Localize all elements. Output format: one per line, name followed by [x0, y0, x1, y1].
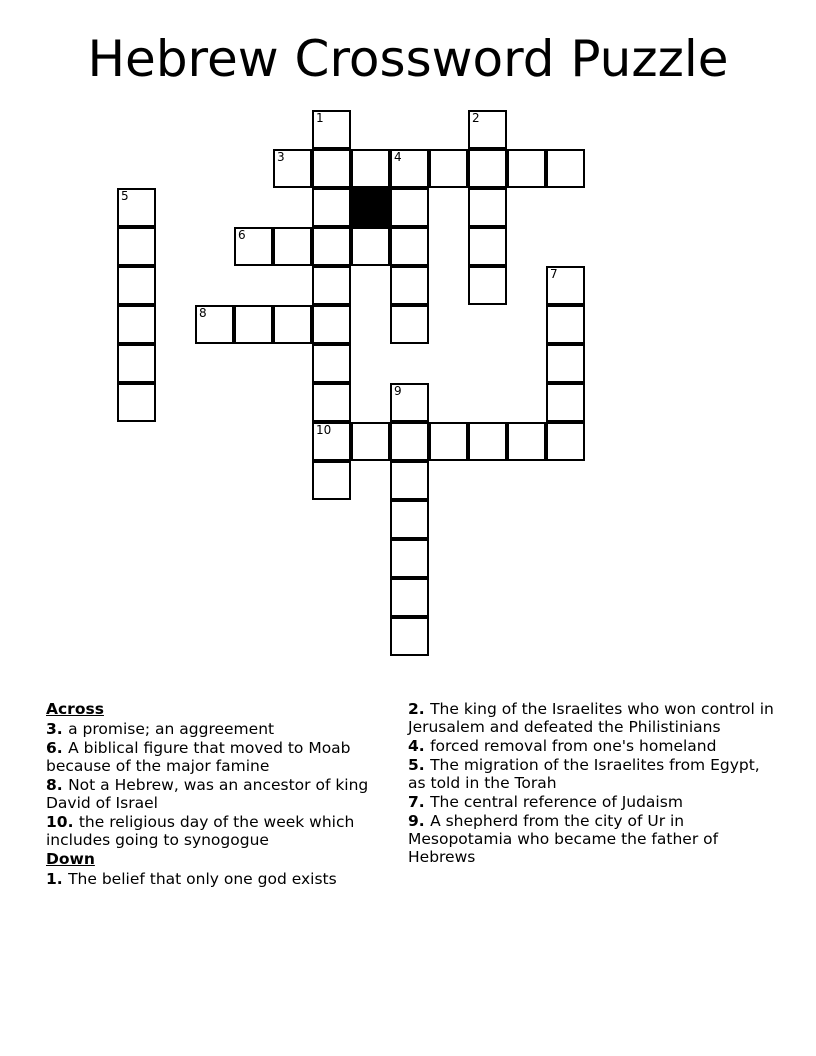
across-clue-list	[46, 720, 391, 849]
grid-cell[interactable]	[546, 422, 585, 461]
grid-cell[interactable]	[546, 383, 585, 422]
cell-number-1: 1	[316, 111, 324, 125]
clues-column-right	[408, 700, 778, 867]
clue-number: 7.	[408, 793, 431, 811]
clue-number: 5.	[408, 756, 431, 774]
grid-cell[interactable]	[312, 149, 351, 188]
grid-cell[interactable]	[117, 305, 156, 344]
grid-cell[interactable]	[117, 227, 156, 266]
clue-text: The central reference of Judaism	[430, 793, 683, 811]
clue-text: The migration of the Israelites from Egypt, as told in the Torah	[408, 756, 760, 792]
grid-cell[interactable]	[468, 149, 507, 188]
grid-cell[interactable]	[468, 110, 507, 149]
down-clue-2	[408, 700, 778, 736]
grid-cell[interactable]	[312, 383, 351, 422]
grid-cell[interactable]	[429, 149, 468, 188]
grid-cell[interactable]	[390, 383, 429, 422]
clue-text: The king of the Israelites who won control in Jerusalem and defeated the Philistinians	[408, 700, 774, 736]
grid-cell[interactable]	[312, 188, 351, 227]
grid-cell[interactable]	[312, 110, 351, 149]
grid-cell[interactable]	[390, 149, 429, 188]
cell-number-9: 9	[394, 384, 402, 398]
down-clue-5	[408, 756, 778, 792]
grid-cell[interactable]	[507, 149, 546, 188]
grid-cell[interactable]	[390, 188, 429, 227]
down-heading: Down	[46, 850, 95, 868]
clue-text: a promise; an aggreement	[68, 720, 275, 738]
across-clue-8	[46, 776, 391, 812]
clue-text: A biblical figure that moved to Moab because of the major famine	[46, 739, 351, 775]
across-heading: Across	[46, 700, 104, 718]
grid-cell[interactable]	[312, 344, 351, 383]
grid-cell[interactable]	[117, 188, 156, 227]
clue-number: 4.	[408, 737, 431, 755]
grid-cell[interactable]	[351, 149, 390, 188]
clue-text: The belief that only one god exists	[68, 870, 337, 888]
grid-cell[interactable]	[312, 305, 351, 344]
clues-column-left	[46, 700, 391, 889]
clue-text: forced removal from one's homeland	[430, 737, 717, 755]
grid-cell[interactable]	[468, 188, 507, 227]
clue-text: A shepherd from the city of Ur in Mesopotamia who became the father of Hebrews	[408, 812, 719, 866]
down-clue-1	[46, 870, 391, 888]
clue-number: 9.	[408, 812, 431, 830]
cell-number-8: 8	[199, 306, 207, 320]
down-clue-7	[408, 793, 778, 811]
across-clue-3	[46, 720, 391, 738]
grid-cell[interactable]	[390, 461, 429, 500]
grid-cell[interactable]	[390, 500, 429, 539]
grid-cell[interactable]	[273, 149, 312, 188]
down-clue-4	[408, 737, 778, 755]
cell-number-10: 10	[316, 423, 332, 437]
grid-cell[interactable]	[390, 266, 429, 305]
grid-cell[interactable]	[390, 578, 429, 617]
grid-cell[interactable]	[312, 266, 351, 305]
grid-block-cell	[351, 188, 390, 227]
grid-cell[interactable]	[546, 305, 585, 344]
page-title: Hebrew Crossword Puzzle	[87, 30, 729, 88]
clue-number: 1.	[46, 870, 69, 888]
clue-number: 3.	[46, 720, 69, 738]
cell-number-2: 2	[472, 111, 480, 125]
grid-cell[interactable]	[117, 383, 156, 422]
grid-cell[interactable]	[117, 266, 156, 305]
grid-cell[interactable]	[546, 266, 585, 305]
cell-number-5: 5	[121, 189, 129, 203]
clue-text: Not a Hebrew, was an ancestor of king David of Israel	[46, 776, 369, 812]
grid-cell[interactable]	[351, 422, 390, 461]
grid-cell[interactable]	[468, 422, 507, 461]
grid-cell[interactable]	[546, 149, 585, 188]
grid-cell[interactable]	[117, 344, 156, 383]
grid-cell[interactable]	[234, 227, 273, 266]
cell-number-3: 3	[277, 150, 285, 164]
down-clue-list-right	[408, 700, 778, 866]
grid-cell[interactable]	[390, 305, 429, 344]
clue-number: 6.	[46, 739, 69, 757]
grid-cell[interactable]	[390, 539, 429, 578]
cell-number-7: 7	[550, 267, 558, 281]
across-clue-6	[46, 739, 391, 775]
cell-number-4: 4	[394, 150, 402, 164]
grid-cell[interactable]	[468, 266, 507, 305]
grid-cell[interactable]	[546, 344, 585, 383]
grid-cell[interactable]	[273, 305, 312, 344]
clue-number: 10.	[46, 813, 79, 831]
grid-cell[interactable]	[351, 227, 390, 266]
grid-cell[interactable]	[312, 461, 351, 500]
clue-text: the religious day of the week which includes going to synogogue	[46, 813, 355, 849]
across-clue-10	[46, 813, 391, 849]
clue-number: 8.	[46, 776, 69, 794]
grid-cell[interactable]	[468, 227, 507, 266]
grid-cell[interactable]	[234, 305, 273, 344]
cell-number-6: 6	[238, 228, 246, 242]
grid-cell[interactable]	[312, 227, 351, 266]
grid-cell[interactable]	[390, 617, 429, 656]
down-clue-9	[408, 812, 778, 866]
grid-cell[interactable]	[429, 422, 468, 461]
grid-cell[interactable]	[312, 422, 351, 461]
grid-cell[interactable]	[273, 227, 312, 266]
grid-cell[interactable]	[507, 422, 546, 461]
clue-number: 2.	[408, 700, 431, 718]
down-clue-list-left	[46, 870, 391, 888]
grid-cell[interactable]	[195, 305, 234, 344]
grid-cell[interactable]	[390, 227, 429, 266]
grid-cell[interactable]	[390, 422, 429, 461]
